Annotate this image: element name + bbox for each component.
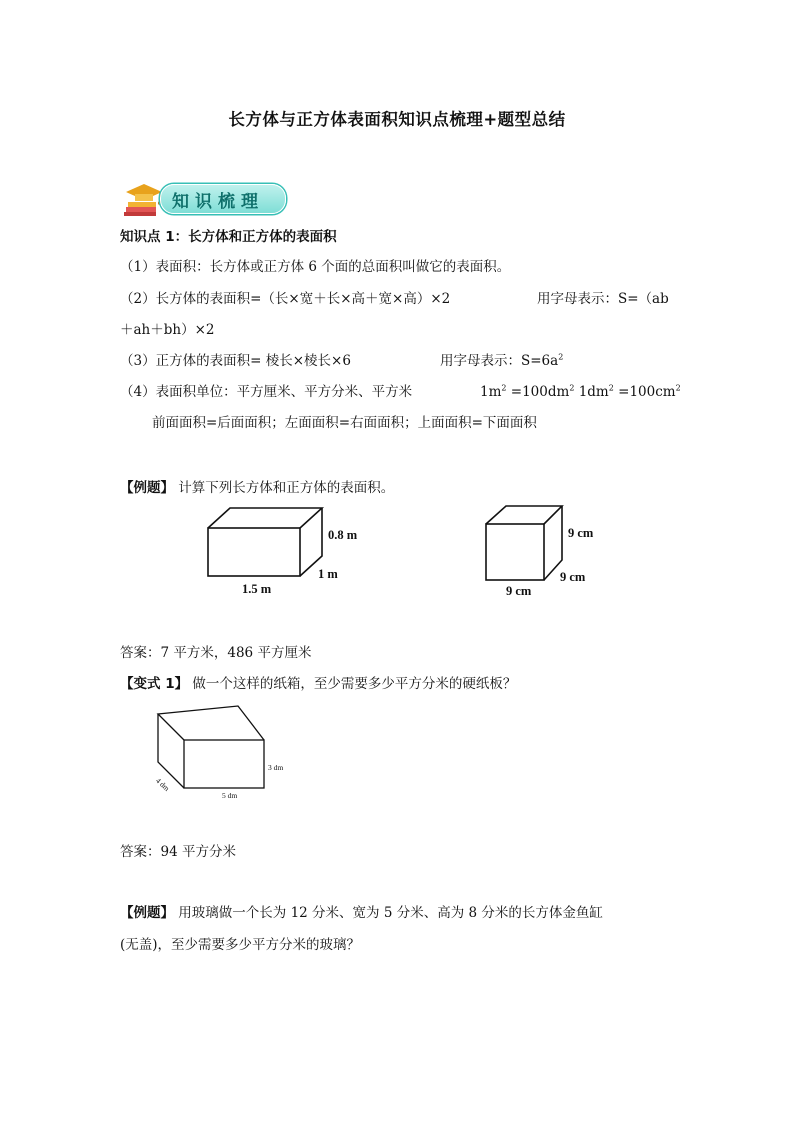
cube-figure <box>478 500 608 600</box>
box-figure <box>150 700 300 805</box>
example-tag: 【例题】 <box>120 480 174 496</box>
page-title: 长方体与正方体表面积知识点梳理+题型总结 <box>228 110 566 129</box>
cuboid-height-label: 0.8 m <box>328 528 358 542</box>
section-banner <box>120 180 290 218</box>
knowledge-item-2-continued: ＋ah＋bh）×2 <box>120 322 215 338</box>
example-2 <box>120 903 603 923</box>
knowledge-item-2: （2）长方体的表面积=（长×宽＋长×高＋宽×高）×2 <box>120 291 451 307</box>
example-1 <box>120 478 394 498</box>
cube-height-label: 9 cm <box>568 526 594 540</box>
variant-text: 做一个这样的纸箱，至少需要多少平方分米的硬纸板？ <box>192 676 517 692</box>
box-width-label: 4 dm <box>153 776 172 793</box>
cuboid-length-label: 1.5 m <box>242 582 272 596</box>
cube-drawing <box>478 500 608 600</box>
cuboid-figure <box>200 500 380 600</box>
variant-1-answer: 答案：94 平方分米 <box>120 844 236 860</box>
box-length-label: 5 dm <box>222 791 238 800</box>
example-text: 计算下列长方体和正方体的表面积。 <box>178 480 395 496</box>
banner-label: 知识梳理 <box>172 192 264 212</box>
example-2-continued: (无盖)，至少需要多少平方分米的玻璃？ <box>120 937 361 953</box>
knowledge-item-3-formula: 用字母表示：$S=6a^2$ <box>440 352 564 369</box>
cube-depth-label: 9 cm <box>560 570 586 584</box>
knowledge-item-5: 前面面积=后面面积；左面面积=右面面积；上面面积=下面面积 <box>152 415 537 431</box>
example-2-text: 用玻璃做一个长为 12 分米、宽为 5 分米、高为 8 分米的长方体金鱼缸 <box>178 905 603 921</box>
cube-length-label: 9 cm <box>506 584 532 598</box>
cuboid-depth-label: 1 m <box>318 567 338 581</box>
variant-1 <box>120 674 516 694</box>
knowledge-item-4-units: $1m^2 =100dm^2$ $1dm^2 =100cm^2$ <box>480 383 681 400</box>
cuboid-drawing <box>200 500 380 600</box>
box-height-label: 3 dm <box>268 763 284 772</box>
knowledge-heading: 知识点 1：长方体和正方体的表面积 <box>120 229 337 245</box>
box-drawing <box>150 700 300 805</box>
knowledge-item-2-formula: 用字母表示：S=（ab <box>537 291 669 307</box>
variant-tag: 【变式 1】 <box>120 676 189 692</box>
knowledge-item-3: （3）正方体的表面积= 棱长×棱长×6 <box>120 353 351 369</box>
example-2-tag: 【例题】 <box>120 905 174 921</box>
example-1-answer: 答案：7 平方米，486 平方厘米 <box>120 645 312 661</box>
knowledge-item-4: （4）表面积单位：平方厘米、平方分米、平方米 <box>120 384 413 400</box>
knowledge-item-1: （1）表面积：长方体或正方体 6 个面的总面积叫做它的表面积。 <box>120 259 511 275</box>
